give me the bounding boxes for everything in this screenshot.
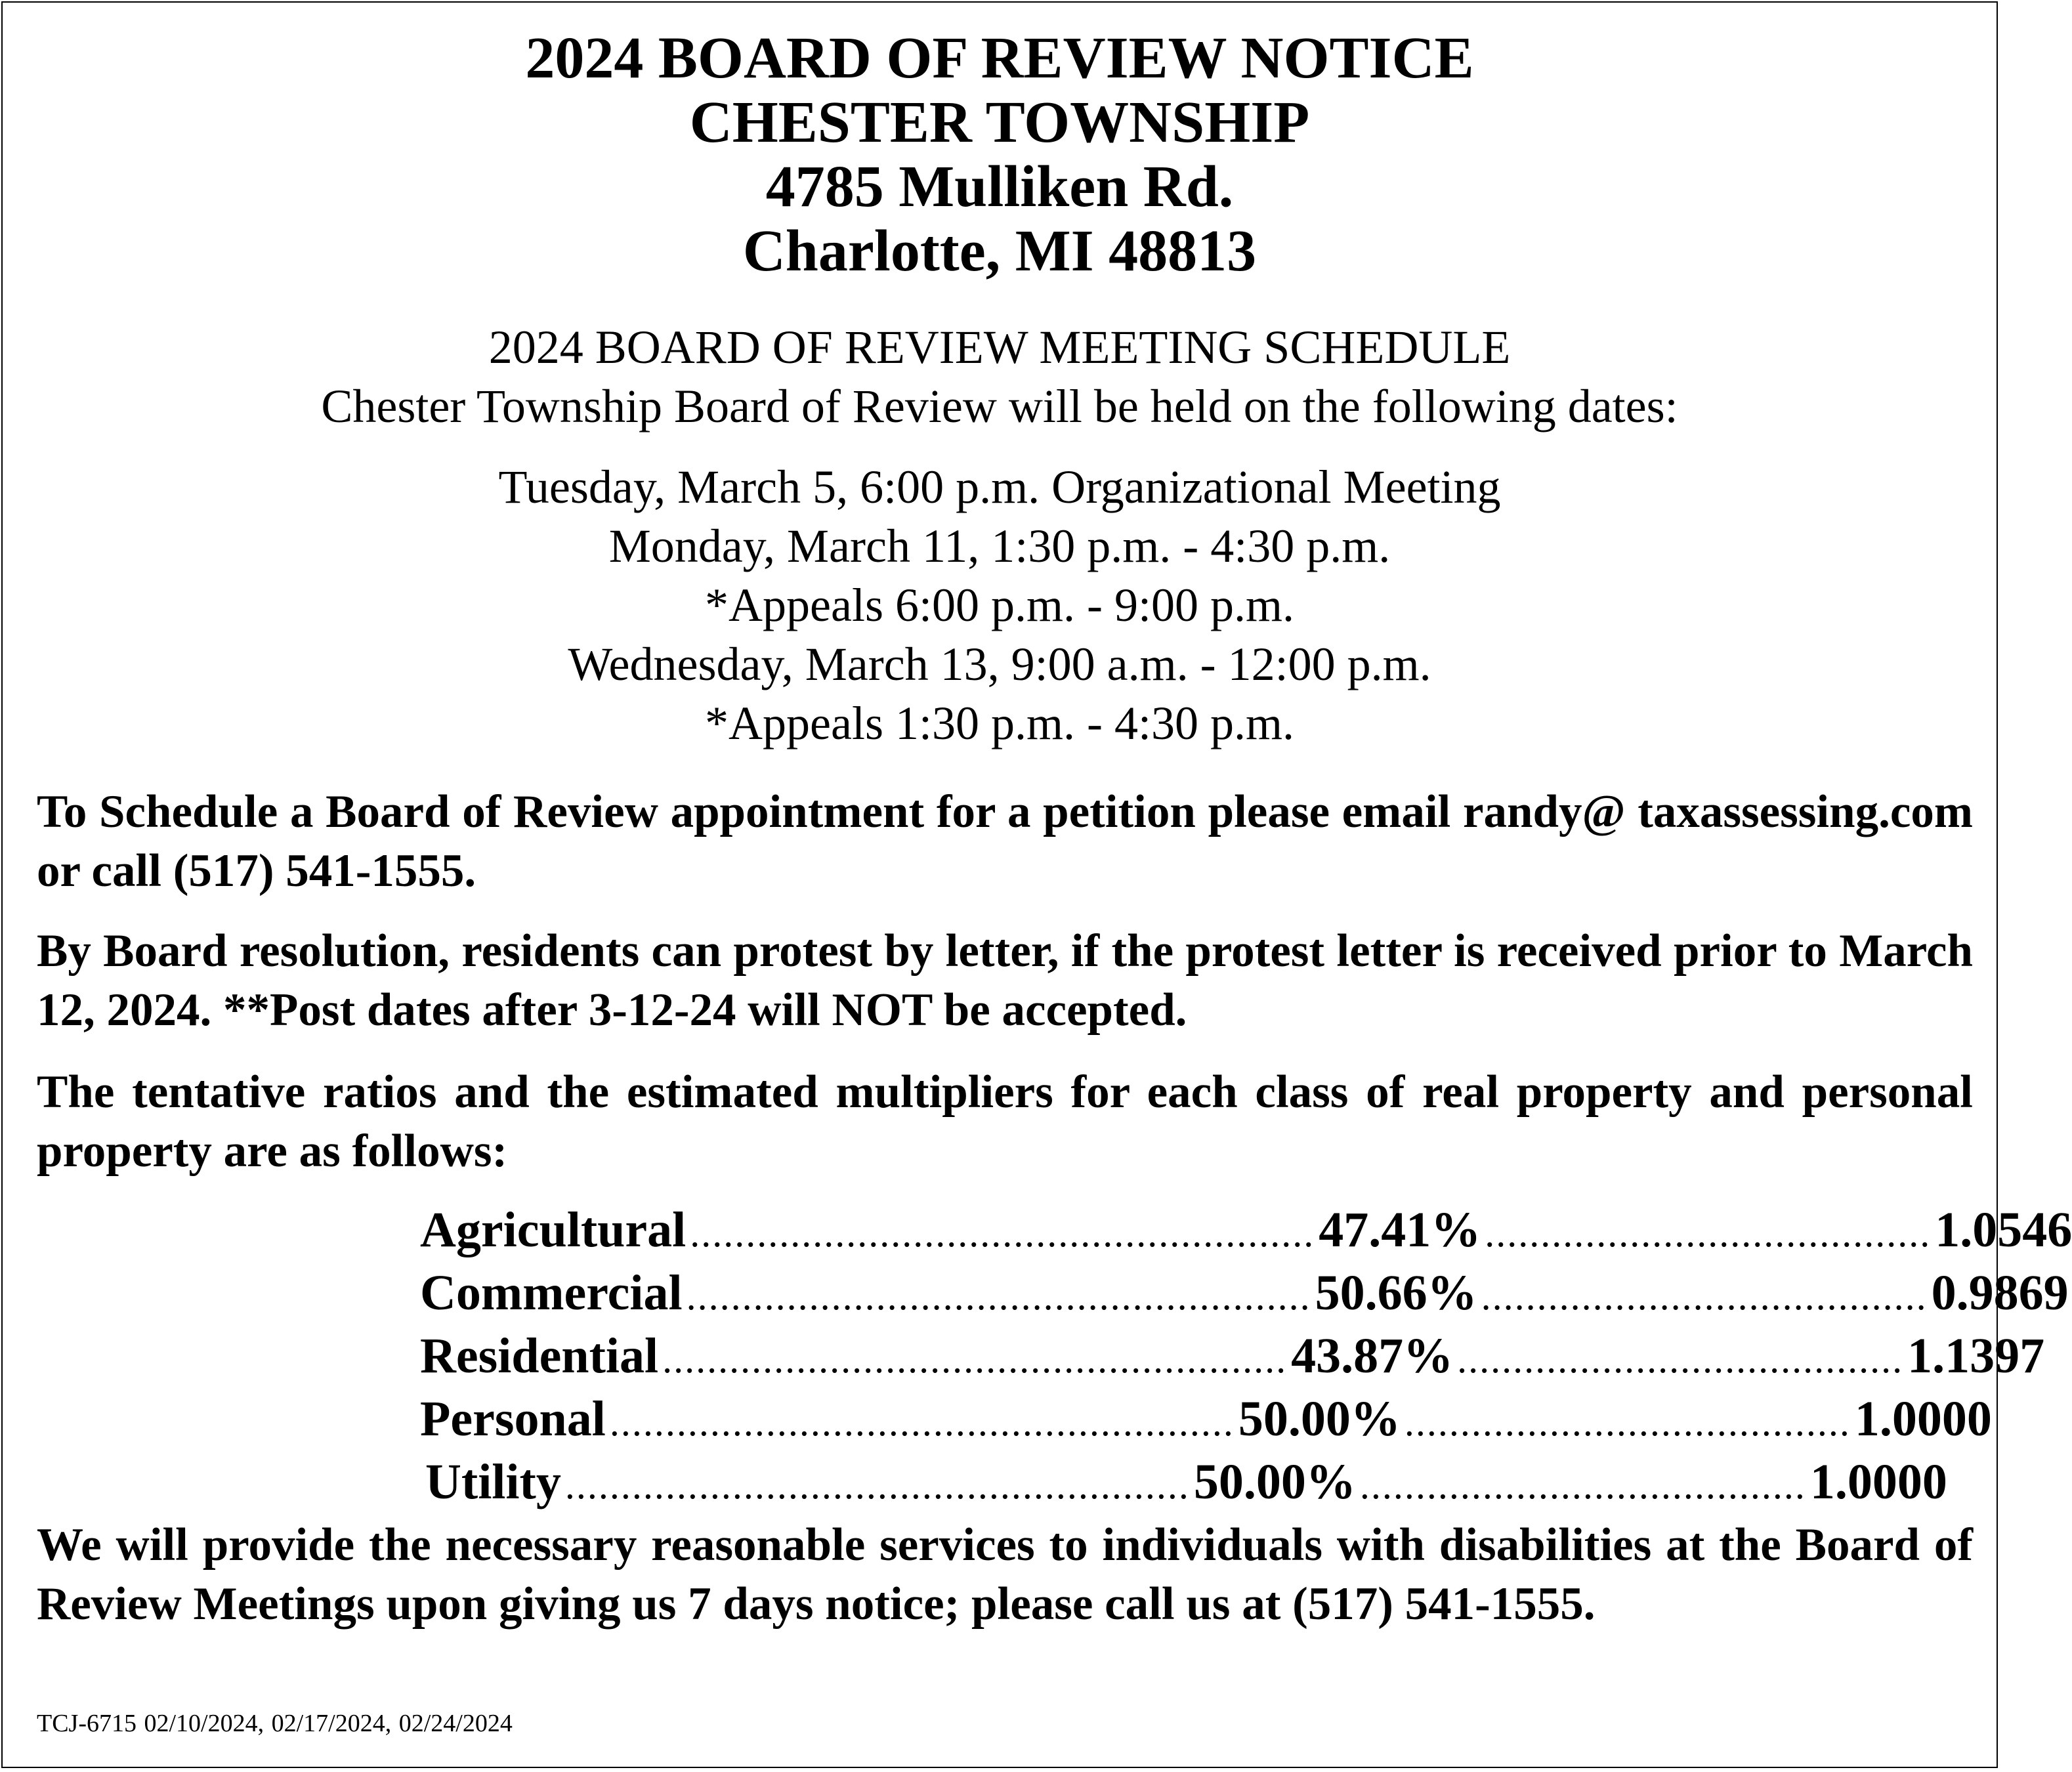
notice-title: 2024 BOARD OF REVIEW NOTICE [525, 26, 1474, 91]
schedule-heading-block [3, 318, 1997, 436]
meeting-date: Monday, March 11, 1:30 p.m. - 4:30 p.m. [608, 520, 1391, 572]
meeting-date: *Appeals 1:30 p.m. - 4:30 p.m. [705, 697, 1294, 749]
dot-leader: ........................................ [1359, 1464, 1806, 1507]
dot-leader: ........................................ [1404, 1401, 1851, 1444]
ratio-value: 47.41% [1319, 1202, 1481, 1257]
meeting-date: Tuesday, March 5, 6:00 p.m. Organizational Meeting [498, 461, 1501, 513]
property-class: Agricultural [420, 1202, 687, 1257]
ratio-row [420, 1450, 1947, 1513]
notice-header [3, 26, 1997, 284]
dot-leader: ........................................ [1481, 1275, 1928, 1318]
meeting-date: *Appeals 6:00 p.m. - 9:00 p.m. [705, 579, 1294, 631]
meeting-date: Wednesday, March 13, 9:00 a.m. - 12:00 p.m. [568, 638, 1431, 690]
ratio-value: 43.87% [1291, 1328, 1454, 1383]
meeting-dates-list [3, 457, 1997, 753]
dot-leader: ........................................................ [662, 1338, 1288, 1381]
ratios-table [420, 1198, 2072, 1513]
property-class: Personal [420, 1391, 606, 1446]
dot-leader: ........................................ [1457, 1338, 1904, 1381]
ratio-row [420, 1261, 2069, 1324]
protest-paragraph: By Board resolution, residents can protest by letter, if the protest letter is received prior to March 12, 2024. **Post dates after 3-12-24 will NOT be accepted. [37, 925, 1973, 1036]
ratio-value: 50.00% [1193, 1454, 1356, 1509]
ratio-value: 50.66% [1315, 1265, 1477, 1320]
publication-reference: TCJ-6715 02/10/2024, 02/17/2024, 02/24/2024 [37, 1710, 513, 1737]
dot-leader: ........................................................ [609, 1401, 1235, 1444]
multiplier-value: 1.0000 [1854, 1391, 1992, 1446]
multiplier-value: 0.9869 [1931, 1265, 2069, 1320]
multiplier-value: 1.0000 [1809, 1454, 1947, 1509]
city-state-zip: Charlotte, MI 48813 [742, 219, 1257, 284]
street-address: 4785 Mulliken Rd. [765, 154, 1234, 219]
board-of-review-notice [1, 1, 2072, 1768]
property-class: Utility [425, 1454, 561, 1509]
property-class: Commercial [420, 1265, 683, 1320]
dot-leader: ........................................ [1485, 1212, 1932, 1255]
multiplier-value: 1.1397 [1907, 1328, 2045, 1383]
appointment-paragraph: To Schedule a Board of Review appointment for a petition please email randy@ taxassessing.com or call (517) 541-1555. [37, 786, 1973, 897]
ratio-row [420, 1387, 1992, 1450]
ratio-value: 50.00% [1238, 1391, 1401, 1446]
township-name: CHESTER TOWNSHIP [689, 90, 1310, 155]
dot-leader: ........................................................ [564, 1464, 1190, 1507]
multiplier-value: 1.0546 [1935, 1202, 2072, 1257]
disabilities-paragraph: We will provide the necessary reasonable services to individuals with disabilities at the Board of Review Meetings upon giving us 7 days notice; please call us at (517) 541-1555. [37, 1519, 1973, 1630]
dot-leader: ........................................................ [686, 1275, 1311, 1318]
ratio-row [420, 1198, 2072, 1261]
schedule-intro: Chester Township Board of Review will be held on the following dates: [321, 380, 1678, 432]
dot-leader: ........................................................ [690, 1212, 1315, 1255]
property-class: Residential [420, 1328, 659, 1383]
ratio-row [420, 1324, 2045, 1387]
schedule-heading: 2024 BOARD OF REVIEW MEETING SCHEDULE [488, 321, 1511, 373]
ratios-intro-paragraph: The tentative ratios and the estimated multipliers for each class of real property and personal property are as follows: [37, 1066, 1973, 1177]
